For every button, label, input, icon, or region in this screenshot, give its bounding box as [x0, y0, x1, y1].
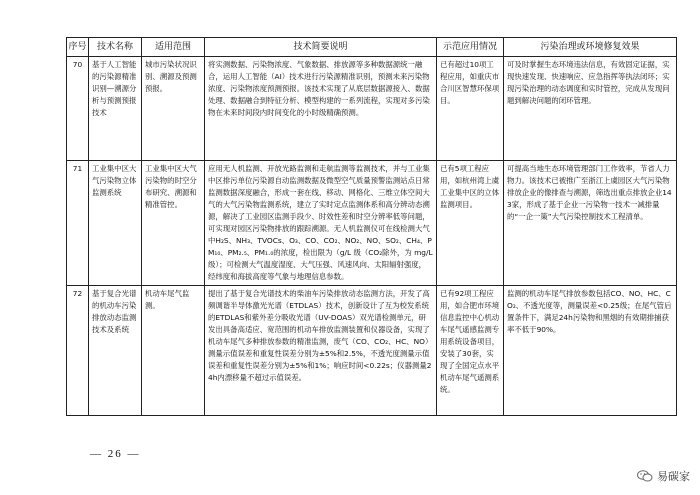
row-effect: 可提高当地生态环境管理部门工作效率，节省人力物力。该技术已被推广至浙江上虞园区大气污染物排放企业的像排查与溯源，筛选出重点排放企业143家，形成了基于企业一污染物一技术一减排量的“一企一策”大气污染控制技术工程清单。: [504, 161, 677, 286]
row-scope: 城市污染状况识别、溯源及预测预报。: [142, 57, 205, 161]
row-demo: 已有92项工程应用，如合肥市环境信息监控中心机动车尾气遥感监测专用系统设备项目，安装了30套，实现了全国定点水平机动车尾气遥测系统。: [437, 286, 504, 416]
header-effect: 污染治理或环境修复效果: [504, 38, 677, 57]
header-seq: 序号: [67, 38, 89, 57]
row-number: 72: [67, 286, 89, 416]
page-number: — 26 —: [90, 448, 141, 460]
table-row: [67, 286, 677, 416]
table-row: [67, 161, 677, 286]
wechat-icon: [637, 470, 653, 482]
watermark: [637, 468, 690, 484]
row-number: 70: [67, 57, 89, 161]
header-demo: 示范应用情况: [437, 38, 504, 57]
row-effect: 可及时掌握生态环境违法信息，有效固定证据，实现快速发现、快速响应、应急指挥等执法闭环；实现污染治理的动态调度和实时管控，完成从发现问题到解决问题的闭环管理。: [504, 57, 677, 161]
page-top-margin: [0, 0, 700, 28]
row-tech-name: 工业集中区大气污染物立体监测系统: [89, 161, 142, 286]
watermark-text: 易碳家: [657, 470, 690, 483]
row-demo: 已有5项工程应用，如杭州湾上虞工业集中区的立体监测项目。: [437, 161, 504, 286]
row-description: 应用无人机监测、开放光路监测和走航监测等监测技术，并与工业集中区排污单位污染源自动监测数据及微型空气质量预警监测站点日常监测数据深度融合，形成一套在线、移动、网格化、三维立体空间大气的大气污染物监测系统，建立了实时定点监测体系和高分辨动态溯源，解决了工业园区监测手段少、时效性差和时空分辨率低等问题，可实现对园区污染物排放的跟踪溯源。无人机监测仪可在线检测大气中H₂S、NH₃、TVOCs、O₃、CO、CO₂、NO₂、NO、SO₂、CH₄、PM₁₀、PM₂.₅、PM₁.₀的浓度，检出限为（g/L 级（CO₂除外，为 mg/L 级）；可检测大气温度湿度、大气压强、风速风向、太阳辐射强度，经纬度和海拔高度等气象与地理信息参数。: [205, 161, 437, 286]
row-number: 71: [67, 161, 89, 286]
row-description: 提出了基于复合光谱技术的柴油车污染排放动态监测方法，开发了高频调谐半导体激光光谱（ETDLAS）技术，创新设计了互为校发系统的ETDLAS和紫外差分吸收光谱（UV-DOAS）双光谱检测单元，研发出具备高适应、宽范围的机动车排放监测装置和仪器设备，实现了机动车尾气多种排放参数的精准监测，废气（CO、CO₂、HC、NO）测量示值误差和重复性误差分别为±5%和2.5%，不透光度测量示值误差和重复性误差分别为±5%和1%；响应时间<0.22s；仪器测量24h内漂移量不超过示值误差。: [205, 286, 437, 416]
table-row: [67, 57, 677, 161]
table-header-row: [67, 38, 677, 57]
row-demo: 已有超过10项工程应用，如重庆市合川区智慧环保项目。: [437, 57, 504, 161]
header-tech-name: 技术名称: [89, 38, 142, 57]
row-description: 将实测数据、污染物浓度、气象数据、排放源等多种数据源统一融合，运用人工智能（AI）技术进行污染源精准识别，预测未来污染物浓度、污染物浓度预测预报。该技术实现了从底层数据源接入、数据处理、数据融合到特征分析、模型构建的一系列流程，实现对多污染物在未来时间段内时间变化的小时级精确预测。: [205, 57, 437, 161]
row-scope: 工业集中区大气污染物的时空分布研究、溯源和精准管控。: [142, 161, 205, 286]
header-scope: 适用范围: [142, 38, 205, 57]
header-description: 技术简要说明: [205, 38, 437, 57]
row-scope: 机动车尾气监测。: [142, 286, 205, 416]
technology-table: [66, 37, 677, 416]
row-tech-name: 基于复合光谱的机动车污染排放动态监测技术及系统: [89, 286, 142, 416]
row-tech-name: 基于人工智能的污染源精准识别—溯源分析与预测预报技术: [89, 57, 142, 161]
row-effect: 监测的机动车尾气排放参数包括CO、NO、HC、CO₂、不透光度等，测量误差<0.25级；在尾气管后置条件下，满足24h污染物和黑烟的有效期排捕获率不低于90%。: [504, 286, 677, 416]
